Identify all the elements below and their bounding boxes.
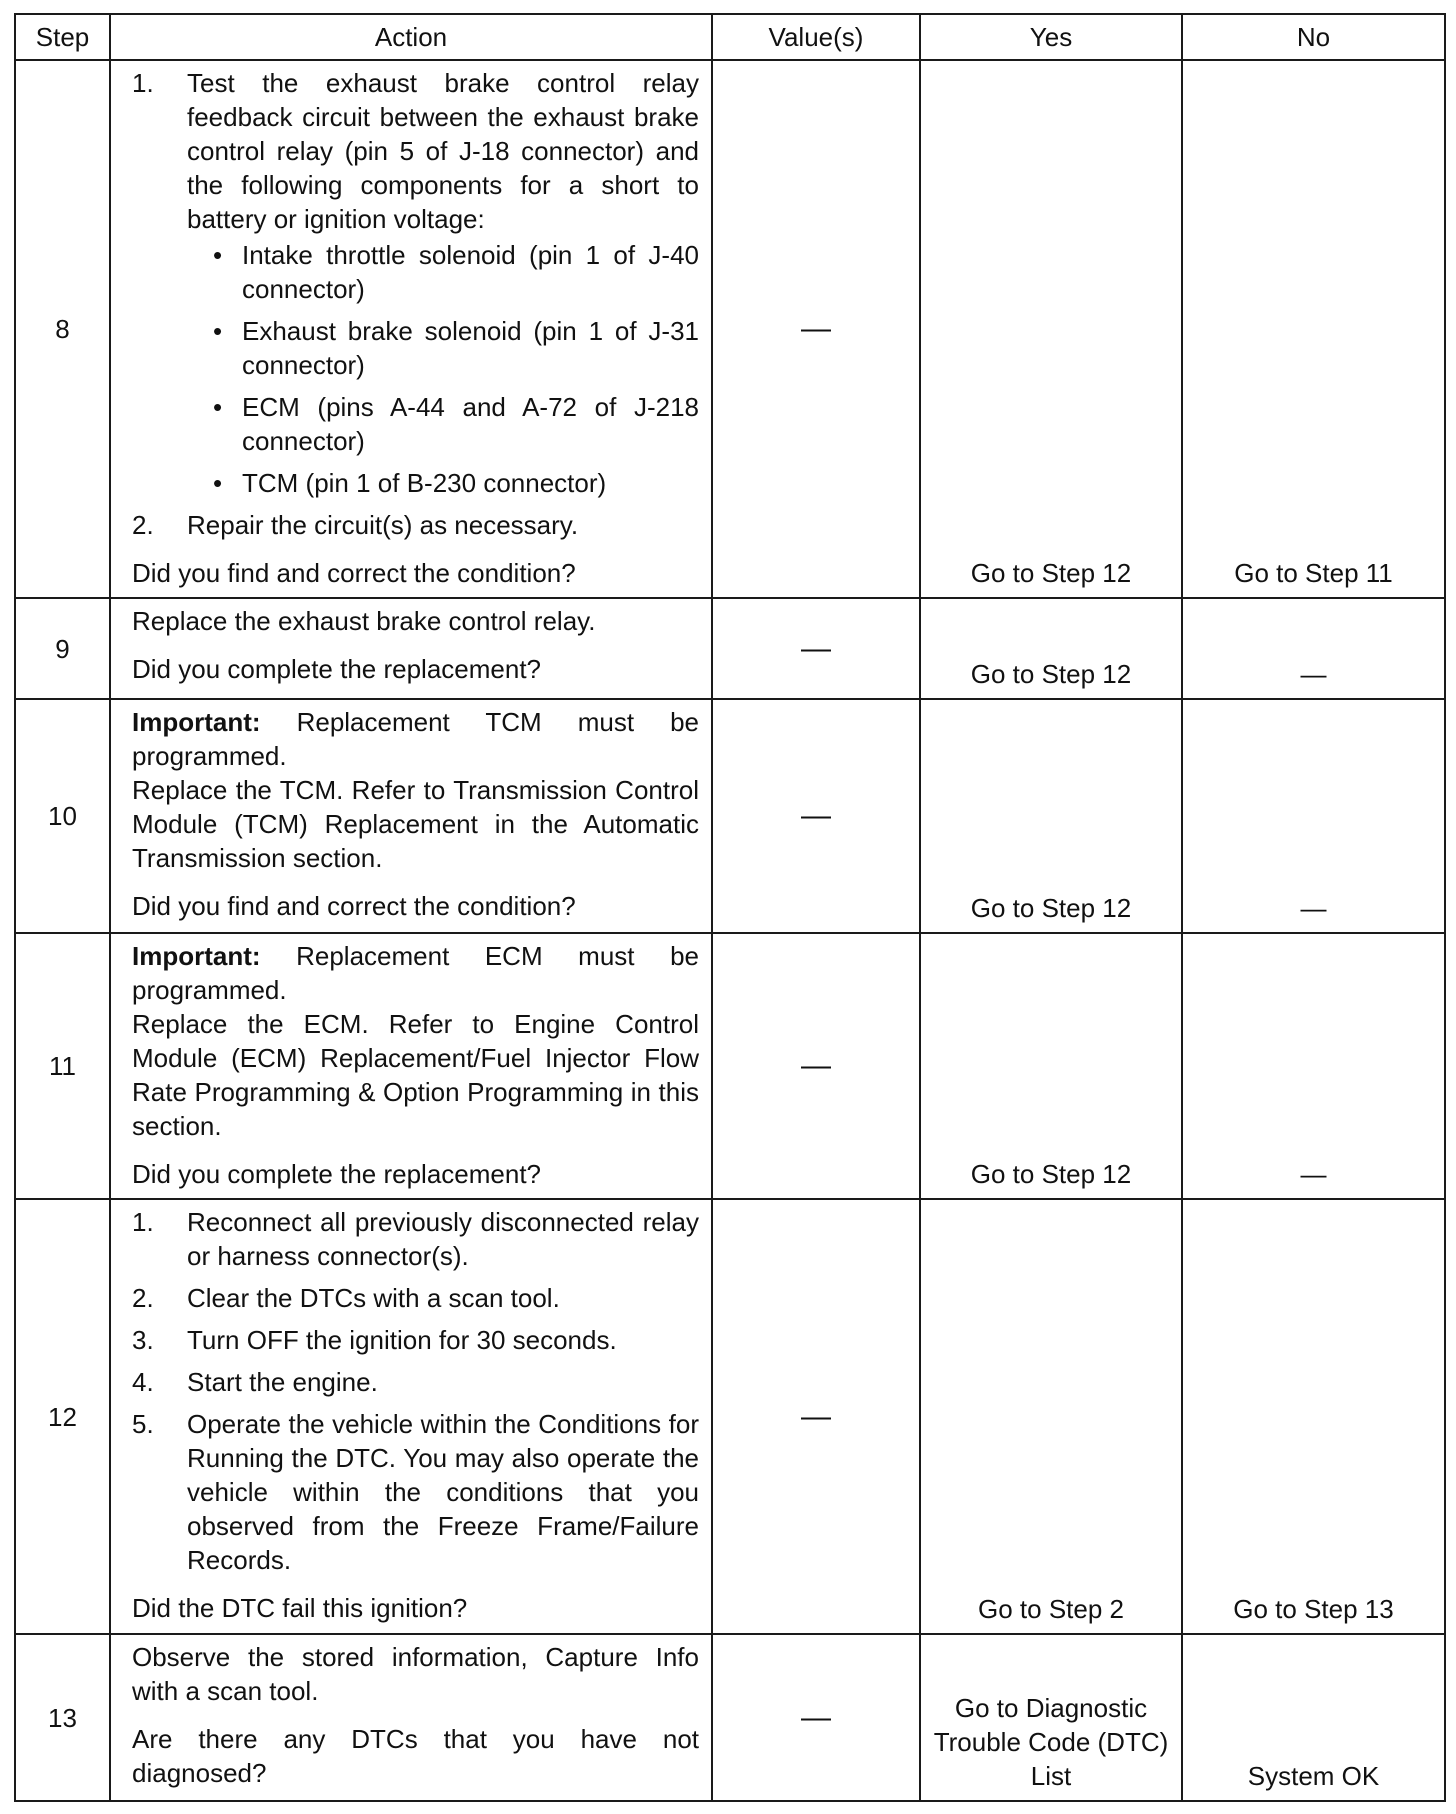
value-cell: — bbox=[712, 60, 920, 598]
no-cell: — bbox=[1182, 699, 1445, 933]
step-number: 12 bbox=[15, 1199, 110, 1634]
yes-cell: Go to Step 12 bbox=[920, 699, 1182, 933]
instruction: Replace the exhaust brake control relay. bbox=[132, 606, 596, 636]
step-8-action bbox=[110, 60, 712, 598]
question: Did you find and correct the condition? bbox=[132, 558, 576, 588]
header-no: No bbox=[1182, 14, 1445, 60]
no-cell: System OK bbox=[1182, 1634, 1445, 1801]
bullet-item: • ECM (pins A-44 and A-72 of J-218 connector) bbox=[213, 392, 699, 456]
step-9-action bbox=[110, 598, 712, 699]
no-cell: Go to Step 13 bbox=[1182, 1199, 1445, 1634]
step-number: 8 bbox=[15, 60, 110, 598]
yes-cell: Go to Step 12 bbox=[920, 60, 1182, 598]
step-12-action bbox=[110, 1199, 712, 1634]
no-cell: Go to Step 11 bbox=[1182, 60, 1445, 598]
step-11-action bbox=[110, 933, 712, 1199]
value-cell: — bbox=[712, 933, 920, 1199]
value-cell: — bbox=[712, 699, 920, 933]
list-item: 1. Reconnect all previously disconnected relay or harness connector(s). bbox=[132, 1207, 699, 1271]
yes-cell: Go to Step 2 bbox=[920, 1199, 1182, 1634]
no-cell: — bbox=[1182, 933, 1445, 1199]
no-cell: — bbox=[1182, 598, 1445, 699]
list-item: 2. Repair the circuit(s) as necessary. bbox=[132, 510, 579, 540]
important-note: Important: Replacement ECM must be programmed. bbox=[132, 941, 699, 1005]
value-cell: — bbox=[712, 598, 920, 699]
list-item: 5. Operate the vehicle within the Conditions for Running the DTC. You may also operate the vehicle within the conditions that you observed from the Freeze Frame/Failure Records. bbox=[132, 1409, 699, 1575]
step-number: 9 bbox=[15, 598, 110, 699]
table-row bbox=[15, 60, 1445, 598]
header-values: Value(s) bbox=[712, 14, 920, 60]
important-label: Important: bbox=[132, 707, 261, 737]
step-number: 13 bbox=[15, 1634, 110, 1801]
instruction: Observe the stored information, Capture Info with a scan tool. bbox=[132, 1642, 699, 1706]
list-item: 1. Test the exhaust brake control relay feedback circuit between the exhaust brake control relay (pin 5 of J-18 connector) and the following components for a short to battery or ignition voltage: • Intake throttle solenoid (pin 1 of J-40 connector) • Exhaust brake solenoid (pin 1 of J-31 connector) • ECM (pins A-44 and A-72 of J-218 connector) • TCM (pin 1 of B-230 connector) bbox=[132, 68, 699, 498]
instruction: Replace the TCM. Refer to Transmission Control Module (TCM) Replacement in the Automatic Transmission section. bbox=[132, 775, 699, 873]
yes-cell: Go to Diagnostic Trouble Code (DTC) List bbox=[920, 1634, 1182, 1801]
header-action: Action bbox=[110, 14, 712, 60]
table-row bbox=[15, 699, 1445, 933]
diagnostic-table bbox=[14, 13, 1446, 1802]
bullet-item: • Exhaust brake solenoid (pin 1 of J-31 connector) bbox=[213, 316, 699, 380]
step-13-action bbox=[110, 1634, 712, 1801]
table-row bbox=[15, 933, 1445, 1199]
header-yes: Yes bbox=[920, 14, 1182, 60]
question: Did the DTC fail this ignition? bbox=[132, 1593, 468, 1623]
numbered-list bbox=[132, 66, 699, 542]
bullet-list bbox=[187, 238, 699, 500]
value-cell: — bbox=[712, 1634, 920, 1801]
question: Did you complete the replacement? bbox=[132, 1159, 542, 1189]
header-step: Step bbox=[15, 14, 110, 60]
yes-cell: Go to Step 12 bbox=[920, 933, 1182, 1199]
numbered-list bbox=[132, 1205, 699, 1577]
question: Did you complete the replacement? bbox=[132, 654, 542, 684]
step-number: 10 bbox=[15, 699, 110, 933]
table-row bbox=[15, 1634, 1445, 1801]
bullet-item: • TCM (pin 1 of B-230 connector) bbox=[213, 468, 607, 498]
important-note: Important: Replacement TCM must be programmed. bbox=[132, 707, 699, 771]
instruction: Replace the ECM. Refer to Engine Control Module (ECM) Replacement/Fuel Injector Flow Rate Programming & Option Programming in this section. bbox=[132, 1009, 699, 1141]
step-10-action bbox=[110, 699, 712, 933]
bullet-item: • Intake throttle solenoid (pin 1 of J-40 connector) bbox=[213, 240, 699, 304]
list-item: 3. Turn OFF the ignition for 30 seconds. bbox=[132, 1325, 617, 1355]
list-item: 4. Start the engine. bbox=[132, 1367, 378, 1397]
step-number: 11 bbox=[15, 933, 110, 1199]
table-row bbox=[15, 598, 1445, 699]
table-row bbox=[15, 1199, 1445, 1634]
question: Are there any DTCs that you have not diagnosed? bbox=[132, 1724, 699, 1788]
value-cell: — bbox=[712, 1199, 920, 1634]
question: Did you find and correct the condition? bbox=[132, 891, 576, 921]
list-item: 2. Clear the DTCs with a scan tool. bbox=[132, 1283, 560, 1313]
important-label: Important: bbox=[132, 941, 261, 971]
header-row bbox=[15, 14, 1445, 60]
yes-cell: Go to Step 12 bbox=[920, 598, 1182, 699]
